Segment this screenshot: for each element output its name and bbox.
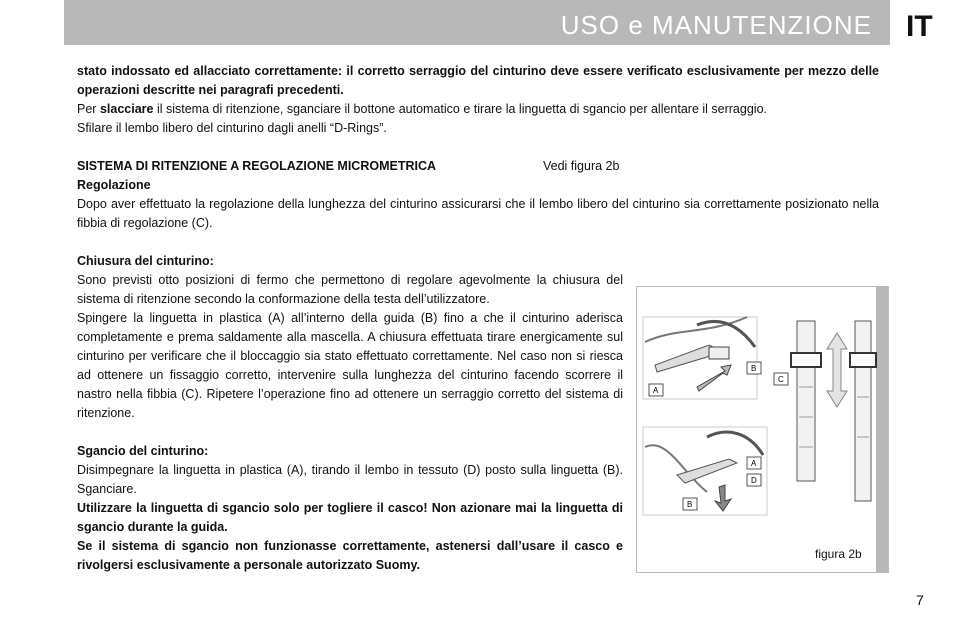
label-b-bottom: B [687,500,693,509]
release-prefix: Per [77,102,100,116]
release-paragraph-1: Disimpegnare la linguetta in plastica (A), tirando il lembo in tessuto (D) posto sulla linguetta (B). Sganciare. [77,463,623,496]
adjust-text: Dopo aver effettuato la regolazione della lunghezza del cinturino assicurarsi che il lembo libero del cinturino sia correttamente posizionato nella fibbia di regolazione (C). [77,197,879,230]
header-bar [64,0,890,45]
label-c: C [778,375,784,384]
label-a-bottom: A [751,459,757,468]
closing-paragraph-2: Spingere la linguetta in plastica (A) all’interno della guida (B) fino a che il cinturino aderisca completamente e prema saldamente alla mascella. A chiusura effettuata tirare energicamente sul cinturino per verificare che il bloccaggio sia stato effettuato correttamente. Nel caso non si riesca ad ottenere un fissaggio corretto, intervenire sulla lunghezza del cinturino facendo scorrere il nastro nella fibbia (C). Ripetere l’operazione fino ad ottenere un serraggio corretto del sistema di ritenzione. [77,311,623,420]
release-warning-2: Se il sistema di sgancio non funzionasse correttamente, astenersi dall’usare il casco e rivolgersi esclusivamente a personale autorizzato Suomy. [77,539,623,572]
figure-illustration [637,287,878,574]
adjust-heading: Regolazione [77,178,151,192]
label-b-top: B [751,364,757,373]
page-title: USO e MANUTENZIONE [560,10,872,40]
figure-2b [636,286,889,573]
see-figure-ref: Vedi figura 2b [543,159,620,173]
release-rest: il sistema di ritenzione, sganciare il bottone automatico e tirare la linguetta di sgancio per allentare il serraggio. [153,102,767,116]
label-a-top: A [653,386,659,395]
language-code: IT [906,10,933,43]
page-number: 7 [916,592,924,608]
intro-release-paragraph [77,100,879,119]
closing-paragraph-1: Sono previsti otto posizioni di fermo che permettono di regolare agevolmente la chiusura del sistema di ritenzione secondo la conformazione della testa dell’utilizzatore. [77,273,623,306]
label-d: D [751,476,757,485]
micrometric-heading: SISTEMA DI RITENZIONE A REGOLAZIONE MICROMETRICA [77,159,437,173]
release-heading: Sgancio del cinturino: [77,444,209,458]
release-bold-word: slacciare [99,102,154,116]
micrometric-heading-row [77,157,879,176]
intro-remove-strap: Sfilare il lembo libero del cinturino dagli anelli “D-Rings”. [77,121,387,135]
release-warning-1: Utilizzare la linguetta di sgancio solo per togliere il casco! Non azionare mai la linguetta di sgancio durante la guida. [77,501,623,534]
closing-heading: Chiusura del cinturino: [77,254,214,268]
intro-bold-paragraph: stato indossato ed allacciato correttamente: il corretto serraggio del cinturino deve essere verificato esclusivamente per mezzo delle operazioni descritte nei paragrafi precedenti. [77,64,879,97]
figure-caption: figura 2b [815,547,862,561]
